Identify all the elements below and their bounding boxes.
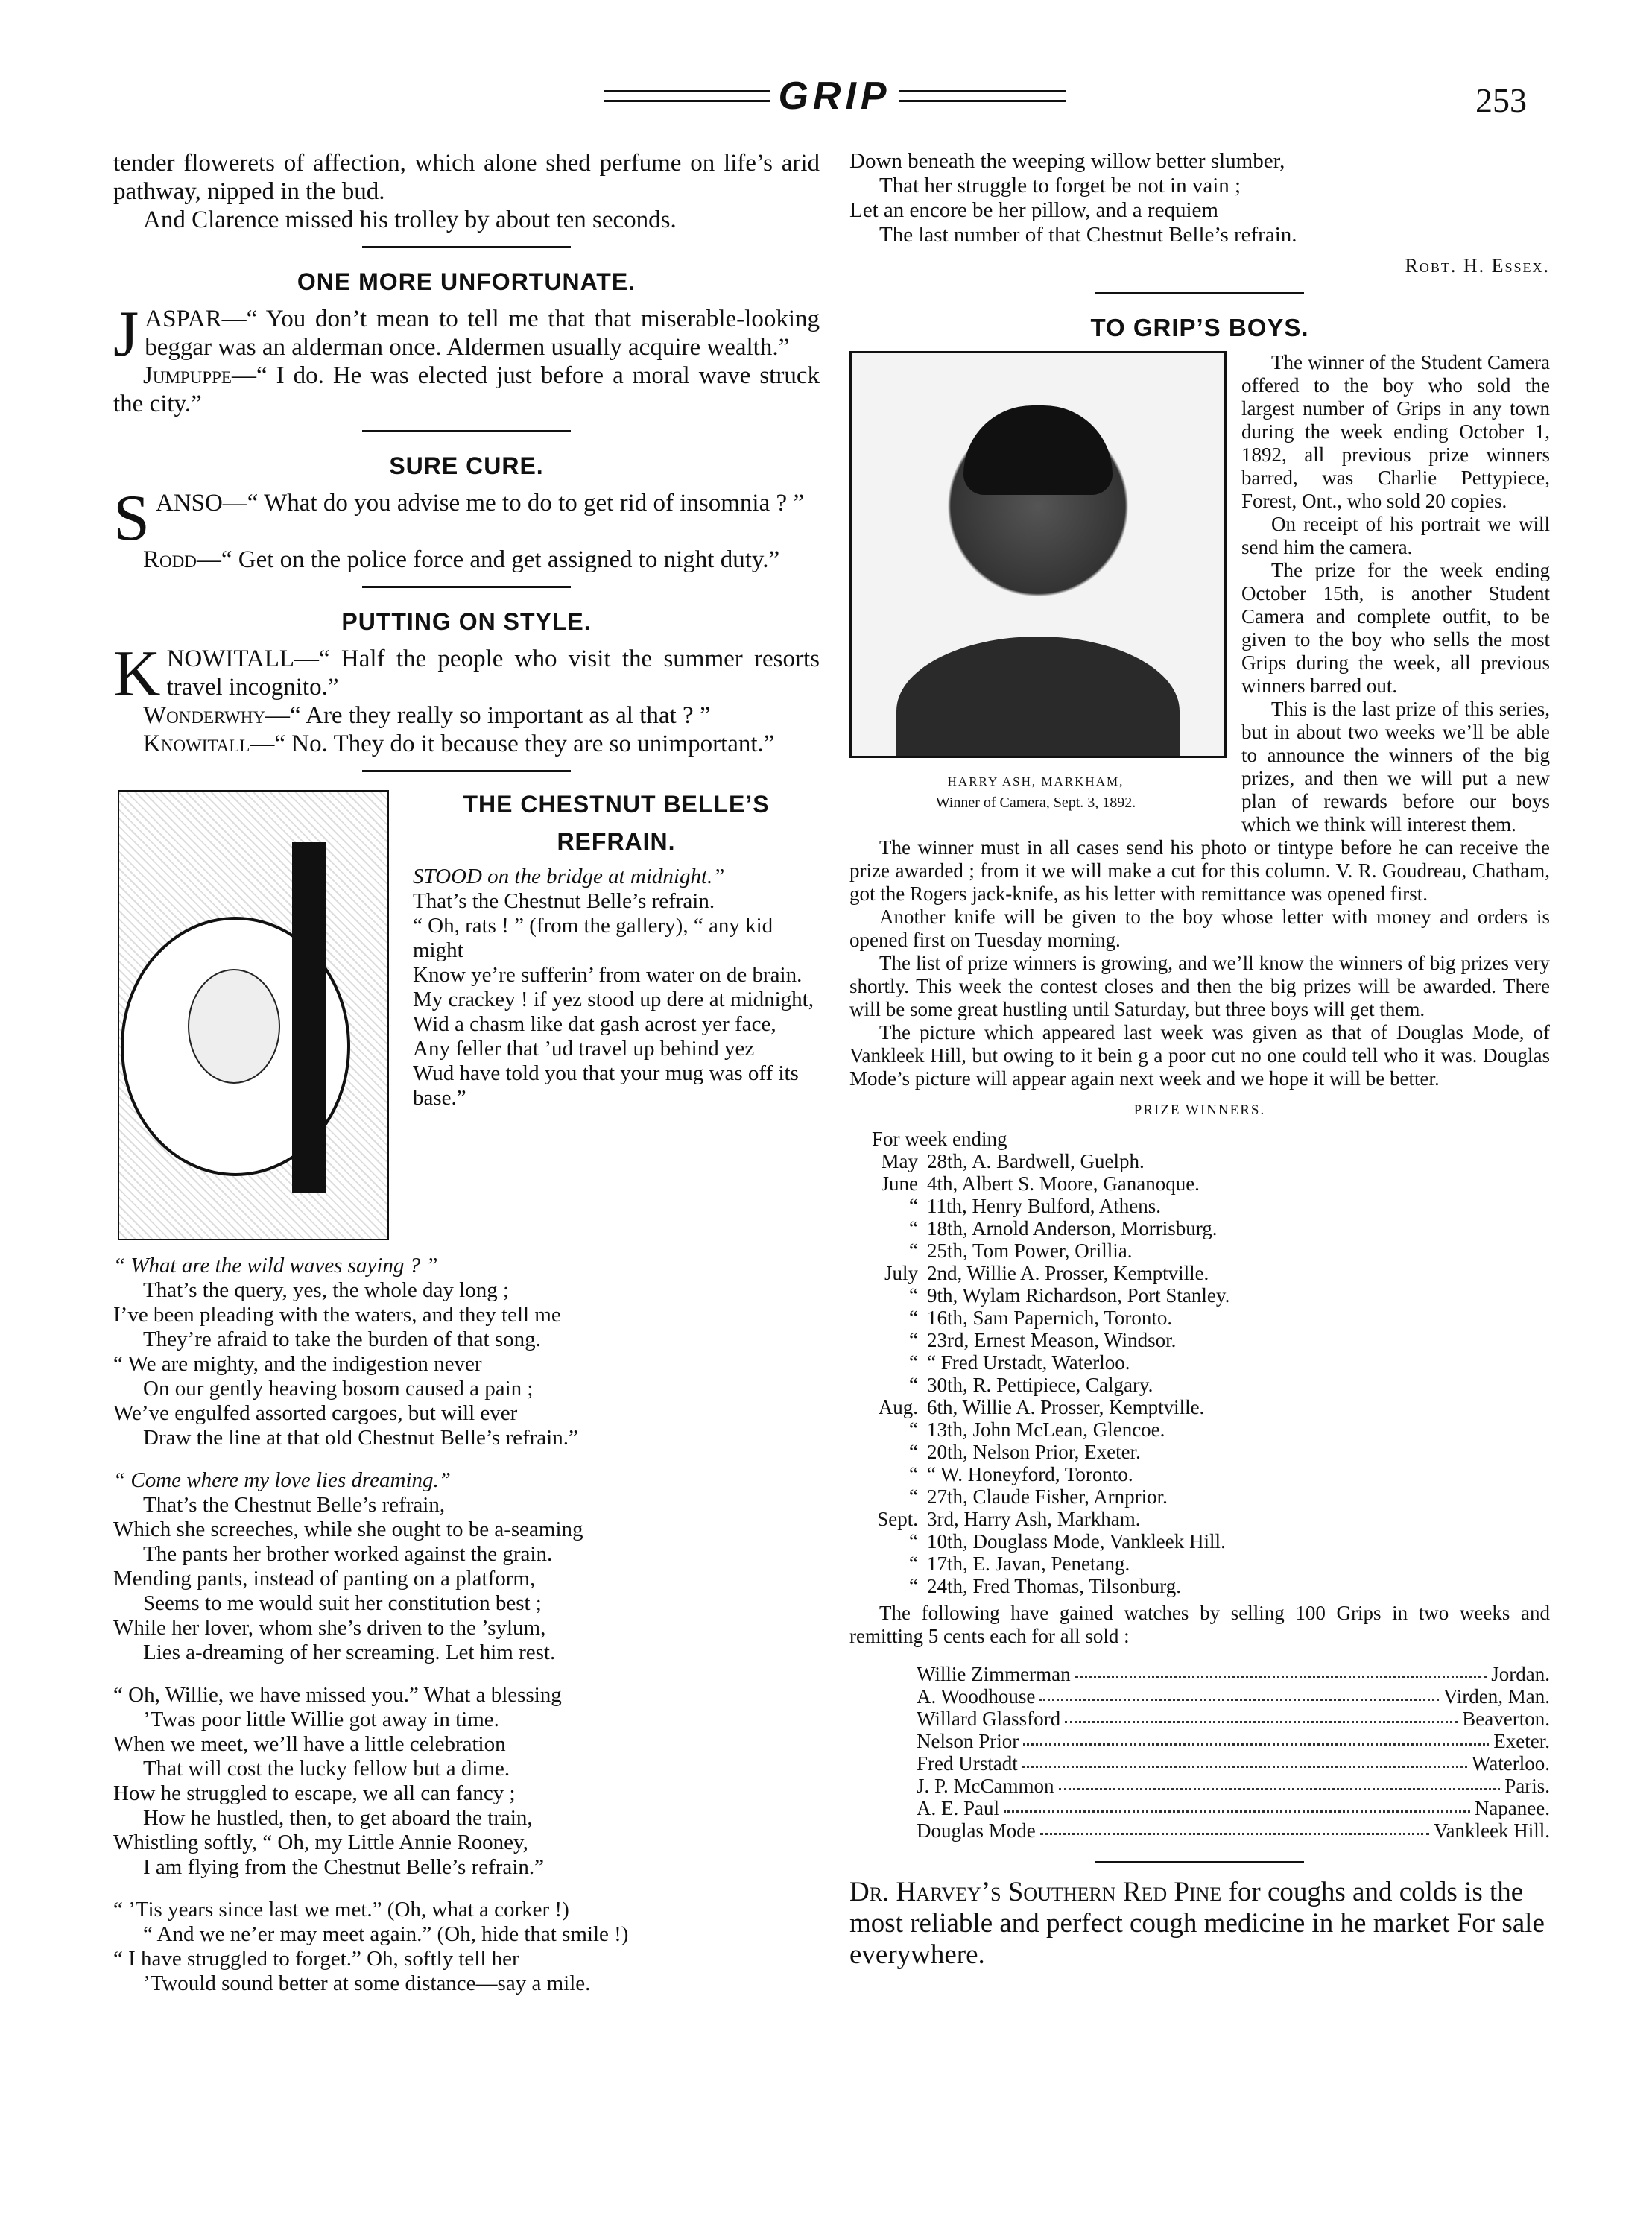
section-divider — [362, 586, 571, 588]
winner-entry: 4th, Albert S. Moore, Gananoque. — [927, 1172, 1200, 1195]
winner-month: “ — [909, 1284, 918, 1307]
winner-entry: 16th, Sam Papernich, Toronto. — [927, 1307, 1173, 1329]
boys-paragraph: This is the last prize of this series, but in about two weeks we’ll be able to announce the winners of the big prizes, and then we will put a new plan of rewards before our boys which we think will interest them. — [1241, 698, 1550, 836]
poem-line: Draw the line at that old Chestnut Belle’s refrain.” — [143, 1426, 578, 1450]
boys-paragraph: The prize for the week ending October 15th, is another Student Camera and complete outfit, to be given to the boy who sells the most Grips during the week, all previous winners barred out. — [1241, 559, 1550, 697]
prize-winners-heading: PRIZE WINNERS. — [1133, 1102, 1266, 1118]
watch-place: Vankleek Hill. — [1434, 1819, 1550, 1842]
watch-row — [917, 1685, 1550, 1708]
poem-line: “ I have struggled to forget.” Oh, softly tell her — [113, 1947, 519, 1971]
style-title: PUTTING ON STYLE. — [341, 608, 592, 635]
poem-line: “ Come where my love lies dreaming.” — [113, 1468, 451, 1492]
winner-row — [849, 1351, 1550, 1374]
leader-dots — [1022, 1752, 1467, 1768]
section-divider — [362, 430, 571, 432]
leader-dots — [1065, 1708, 1458, 1723]
watch-row — [917, 1775, 1550, 1797]
winner-entry: “ Fred Urstadt, Waterloo. — [927, 1351, 1130, 1374]
watch-row — [917, 1797, 1550, 1819]
sure-cure-p2-text: —“ Get on the police force and get assigned to night duty.” — [196, 546, 780, 573]
winner-entry: 30th, R. Pettipiece, Calgary. — [927, 1374, 1153, 1396]
watch-name: Nelson Prior — [917, 1730, 1019, 1752]
winner-entry: 10th, Douglass Mode, Vankleek Hill. — [927, 1530, 1226, 1553]
sure-cure-title: SURE CURE. — [389, 452, 544, 479]
winner-month: “ — [909, 1553, 918, 1575]
chestnut-stanza-4 — [113, 1683, 820, 1880]
leader-dots — [1075, 1663, 1487, 1678]
leader-dots — [1039, 1685, 1439, 1701]
winner-entry: 17th, E. Javan, Penetang. — [927, 1553, 1130, 1575]
poem-line: I’ve been pleading with the waters, and they tell me — [113, 1303, 561, 1327]
winner-row — [849, 1553, 1550, 1575]
poem-line: “ ’Tis years since last we met.” (Oh, what a corker !) — [113, 1898, 569, 1921]
watch-name: A. E. Paul — [917, 1797, 999, 1819]
winner-entry: 28th, A. Bardwell, Guelph. — [927, 1150, 1145, 1172]
right-column — [849, 149, 1550, 1971]
drop-cap: S — [113, 482, 150, 555]
boys-paragraph: The list of prize winners is growing, and we’ll know the winners of big prizes very shortly. This week the contest closes and then the big prizes will be awarded. There will be some great hustling until Saturday, but three boys will get them. — [849, 952, 1550, 1020]
ad-text: for coughs and colds is the most reliable and perfect cough medicine in he market For sale everywhere. — [849, 1877, 1545, 1970]
poem-line: “ Oh, rats ! ” (from the gallery), “ any kid might — [413, 914, 773, 962]
winner-month: “ — [909, 1217, 918, 1239]
style-p2-text: —“ Are they really so important as al that ? ” — [265, 702, 711, 729]
poem-line: “ What are the wild waves saying ? ” — [113, 1254, 438, 1278]
winner-portrait-photo — [849, 351, 1227, 758]
winner-entry: 2nd, Willie A. Prosser, Kemptville. — [927, 1262, 1209, 1284]
drop-cap: J — [113, 298, 139, 370]
winner-row — [849, 1441, 1550, 1463]
style-p3-text: —“ No. They do it because they are so unimportant.” — [250, 730, 775, 757]
boys-paragraph: The winner of the Student Camera offered to the boy who sold the largest number of Grips in any town during the week ending October 1, 1892, all previous prize winners barred, was Charlie Pettypiece, Forest, Ont., who sold 20 copies. — [1241, 351, 1550, 512]
watch-name: Willard Glassford — [917, 1708, 1061, 1730]
watch-place: Jordan. — [1491, 1663, 1550, 1685]
winner-row — [849, 1239, 1550, 1262]
watch-place: Virden, Man. — [1443, 1685, 1550, 1708]
watch-name: Douglas Mode — [917, 1819, 1036, 1842]
winner-month: “ — [909, 1351, 918, 1374]
portrait-caption-name: HARRY ASH, MARKHAM, — [947, 774, 1124, 789]
poem-line: That’s the Chestnut Belle’s refrain, — [143, 1493, 446, 1517]
watch-row — [917, 1730, 1550, 1752]
style-p1 — [113, 638, 820, 710]
poem-line: Mending pants, instead of panting on a platform, — [113, 1567, 536, 1591]
watches-intro: The following have gained watches by selling 100 Grips in two weeks and remitting 5 cents each for all sold : — [849, 1602, 1550, 1647]
winner-entry: 18th, Arnold Anderson, Morrisburg. — [927, 1217, 1218, 1239]
one-more-p2 — [113, 361, 820, 418]
poem-line: Wid a chasm like dat gash acrost yer face, — [413, 1012, 776, 1036]
poem-line: That’s the Chestnut Belle’s refrain. — [413, 889, 715, 913]
winner-month: Sept. — [877, 1508, 918, 1530]
poem-line: Whistling softly, “ Oh, my Little Annie Rooney, — [113, 1831, 528, 1854]
boys-paragraph: The picture which appeared last week was given as that of Douglas Mode, of Vankleek Hill, but owing to it bein g a poor cut no one could tell who it was. Douglas Mode’s picture will appear again next week and we hope it will be better. — [849, 1021, 1550, 1090]
masthead-rule-left — [604, 90, 770, 102]
style-p3 — [113, 730, 820, 758]
watch-place: Beaverton. — [1462, 1708, 1550, 1730]
poem-line: How he hustled, then, to get aboard the train, — [143, 1806, 533, 1830]
poem-line: How he struggled to escape, we all can fancy ; — [113, 1781, 516, 1805]
chestnut-belle-illustration — [113, 790, 396, 1245]
portrait-hair — [963, 405, 1113, 495]
poem-line: ’Twould sound better at some distance—say a mile. — [143, 1971, 591, 1995]
poem-line: I am flying from the Chestnut Belle’s refrain.” — [143, 1855, 544, 1879]
section-divider — [362, 246, 571, 248]
chestnut-stanza-2 — [113, 1254, 820, 1450]
poem-line: We’ve engulfed assorted cargoes, but will ever — [113, 1401, 518, 1425]
winner-entry: 13th, John McLean, Glencoe. — [927, 1418, 1165, 1441]
poem-line: When we meet, we’ll have a little celebration — [113, 1732, 506, 1756]
speaker-name: Wonderwhy — [143, 702, 266, 729]
poem-line: While her lover, whom she’s driven to the ’sylum, — [113, 1616, 546, 1640]
winner-month: “ — [909, 1307, 918, 1329]
poem-line: Down beneath the weeping willow better slumber, — [849, 149, 1285, 173]
winner-month: “ — [909, 1329, 918, 1351]
watch-place: Napanee. — [1474, 1797, 1550, 1819]
left-column — [113, 149, 820, 1996]
intro-paragraph-1: tender flowerets of affection, which alone shed perfume on life’s arid pathway, nipped in the bud. — [113, 150, 820, 205]
grips-boys-body — [849, 351, 1550, 1090]
one-more-p1-text: ASPAR—“ You don’t mean to tell me that that miserable-looking beggar was an alderman once. Aldermen usually acquire wealth.” — [145, 306, 820, 361]
poem-line: That’s the query, yes, the whole day long ; — [143, 1278, 510, 1302]
winner-month: May — [881, 1150, 918, 1172]
page-number: 253 — [1475, 81, 1527, 119]
winner-entry: 9th, Wylam Richardson, Port Stanley. — [927, 1284, 1230, 1307]
poem-signature: Robt. H. Essex. — [1405, 255, 1550, 277]
winner-row — [849, 1485, 1550, 1508]
week-ending-label: For week ending — [872, 1128, 1007, 1150]
poem-line: “ We are mighty, and the indigestion never — [113, 1352, 482, 1376]
winner-row — [849, 1172, 1550, 1195]
belle-face — [188, 969, 280, 1084]
winner-month: “ — [909, 1530, 918, 1553]
poem-line: Any feller that ’ud travel up behind yez — [413, 1037, 755, 1061]
one-more-title: ONE MORE UNFORTUNATE. — [297, 268, 636, 295]
drop-cap: K — [113, 638, 161, 710]
winner-entry: 25th, Tom Power, Orillia. — [927, 1239, 1133, 1262]
winner-row — [849, 1374, 1550, 1396]
watch-place: Exeter. — [1493, 1730, 1550, 1752]
one-more-p1 — [113, 298, 820, 370]
leader-dots — [1023, 1730, 1489, 1746]
winner-month: “ — [909, 1418, 918, 1441]
winner-month: “ — [909, 1195, 918, 1217]
poem-line: That will cost the lucky fellow but a dime. — [143, 1757, 510, 1781]
leader-dots — [1059, 1775, 1501, 1790]
sure-cure-p2 — [113, 546, 820, 574]
winner-month: “ — [909, 1374, 918, 1396]
winner-row — [849, 1262, 1550, 1284]
winner-row — [849, 1508, 1550, 1530]
winner-entry: “ W. Honeyford, Toronto. — [927, 1463, 1133, 1485]
poem-line: Let an encore be her pillow, and a requiem — [849, 198, 1218, 222]
poem-line: Wud have told you that your mug was off its base.” — [413, 1061, 799, 1110]
watch-name: Fred Urstadt — [917, 1752, 1018, 1775]
masthead-rule-right — [899, 90, 1066, 102]
poem-line: The pants her brother worked against the grain. — [143, 1542, 553, 1566]
poem-line: That her struggle to forget be not in vain ; — [879, 174, 1241, 198]
leader-dots — [1004, 1797, 1470, 1813]
poem-line: Lies a-dreaming of her screaming. Let him rest. — [143, 1640, 556, 1664]
poem-line: “ And we ne’er may meet again.” (Oh, hide that smile !) — [143, 1922, 629, 1946]
watch-name: A. Woodhouse — [917, 1685, 1036, 1708]
winner-row — [849, 1217, 1550, 1239]
watches-list — [849, 1663, 1550, 1842]
winner-entry: 11th, Henry Bulford, Athens. — [927, 1195, 1161, 1217]
style-p1-text: NOWITALL—“ Half the people who visit the summer resorts travel incognito.” — [166, 645, 820, 701]
leader-dots — [1040, 1819, 1429, 1835]
winner-month: “ — [909, 1575, 918, 1597]
boys-paragraph: Another knife will be given to the boy whose letter with money and orders is opened first on Tuesday morning. — [849, 906, 1550, 951]
winner-row — [849, 1463, 1550, 1485]
winner-row — [849, 1530, 1550, 1553]
grips-boys-title: TO GRIP’S BOYS. — [1090, 314, 1309, 341]
winner-entry: 6th, Willie A. Prosser, Kemptville. — [927, 1396, 1205, 1418]
portrait-shoulders — [896, 637, 1180, 758]
poem-line: They’re afraid to take the burden of that song. — [143, 1327, 541, 1351]
poem-line: Know ye’re sufferin’ from water on de brain. — [413, 963, 803, 987]
portrait-caption — [849, 771, 1222, 813]
winner-row — [849, 1418, 1550, 1441]
poem-line: Seems to me would suit her constitution best ; — [143, 1591, 542, 1615]
poem-line: STOOD on the bridge at midnight.” — [413, 865, 725, 888]
winner-row — [849, 1150, 1550, 1172]
chestnut-stanza-end — [849, 149, 1550, 247]
poem-line: My crackey ! if yez stood up dere at midnight, — [413, 988, 814, 1011]
winner-portrait-figure — [849, 351, 1222, 813]
poem-line: The last number of that Chestnut Belle’s refrain. — [879, 223, 1297, 247]
winner-entry: 20th, Nelson Prior, Exeter. — [927, 1441, 1141, 1463]
boys-paragraph: The winner must in all cases send his photo or tintype before he can receive the prize awarded ; from it we will make a cut for this column. V. R. Goudreau, Chatham, got the Rogers jack-knife, as his letter with remittance was opened first. — [849, 836, 1550, 905]
masthead-title: GRIP — [778, 75, 891, 118]
watch-row — [917, 1708, 1550, 1730]
one-more-p2-text: —“ I do. He was elected just before a moral wave struck the city.” — [113, 362, 820, 417]
masthead — [596, 75, 1073, 118]
watch-name: J. P. McCammon — [917, 1775, 1054, 1797]
portrait-caption-detail: Winner of Camera, Sept. 3, 1892. — [935, 795, 1136, 811]
poem-line: “ Oh, Willie, we have missed you.” What a blessing — [113, 1683, 562, 1707]
section-divider — [362, 770, 571, 772]
section-divider — [1095, 292, 1304, 294]
prize-winners-table — [849, 1128, 1550, 1597]
winner-month: Aug. — [878, 1396, 918, 1418]
winner-entry: 27th, Claude Fisher, Arnprior. — [927, 1485, 1168, 1508]
ad-lead: Dr. Harvey’s Southern Red Pine — [849, 1877, 1222, 1907]
winner-row — [849, 1195, 1550, 1217]
winner-row — [849, 1396, 1550, 1418]
ornamental-initial-i — [292, 842, 326, 1193]
style-p2 — [113, 701, 820, 730]
winner-month: “ — [909, 1239, 918, 1262]
chestnut-stanza-5 — [113, 1898, 820, 1996]
chestnut-stanza-3 — [113, 1468, 820, 1665]
poem-line: ’Twas poor little Willie got away in time. — [143, 1708, 499, 1731]
winner-month: July — [884, 1262, 918, 1284]
watch-place: Waterloo. — [1471, 1752, 1550, 1775]
winner-row — [849, 1284, 1550, 1307]
winner-month: “ — [909, 1485, 918, 1508]
winner-entry: 3rd, Harry Ash, Markham. — [927, 1508, 1141, 1530]
speaker-name: Knowitall — [143, 730, 250, 757]
chestnut-title-1: THE CHESTNUT BELLE’S — [463, 791, 770, 818]
speaker-name: Jumpuppe — [143, 362, 232, 389]
winner-entry: 24th, Fred Thomas, Tilsonburg. — [927, 1575, 1182, 1597]
winner-entry: 23rd, Ernest Meason, Windsor. — [927, 1329, 1177, 1351]
watch-name: Willie Zimmerman — [917, 1663, 1071, 1685]
watch-row — [917, 1663, 1550, 1685]
sure-cure-p1 — [113, 482, 820, 555]
speaker-name: Rodd — [143, 546, 197, 573]
winner-month: “ — [909, 1441, 918, 1463]
poem-line: On our gently heaving bosom caused a pain ; — [143, 1377, 534, 1400]
chestnut-title-2: REFRAIN. — [557, 828, 676, 855]
intro-paragraph-2: And Clarence missed his trolley by about ten seconds. — [143, 206, 677, 233]
winner-row — [849, 1329, 1550, 1351]
boys-paragraph: On receipt of his portrait we will send him the camera. — [1241, 513, 1550, 558]
winner-row — [849, 1307, 1550, 1329]
watch-place: Paris. — [1504, 1775, 1550, 1797]
winner-row — [849, 1575, 1550, 1597]
watch-row — [917, 1819, 1550, 1842]
winners-list — [849, 1150, 1550, 1597]
advertisement — [849, 1877, 1550, 1971]
winner-month: “ — [909, 1463, 918, 1485]
poem-line: Which she screeches, while she ought to be a-seaming — [113, 1517, 583, 1541]
sure-cure-p1-text: ANSO—“ What do you advise me to do to get rid of insomnia ? ” — [155, 490, 805, 517]
winner-month: June — [881, 1172, 918, 1195]
watch-row — [917, 1752, 1550, 1775]
section-divider — [1095, 1861, 1304, 1863]
